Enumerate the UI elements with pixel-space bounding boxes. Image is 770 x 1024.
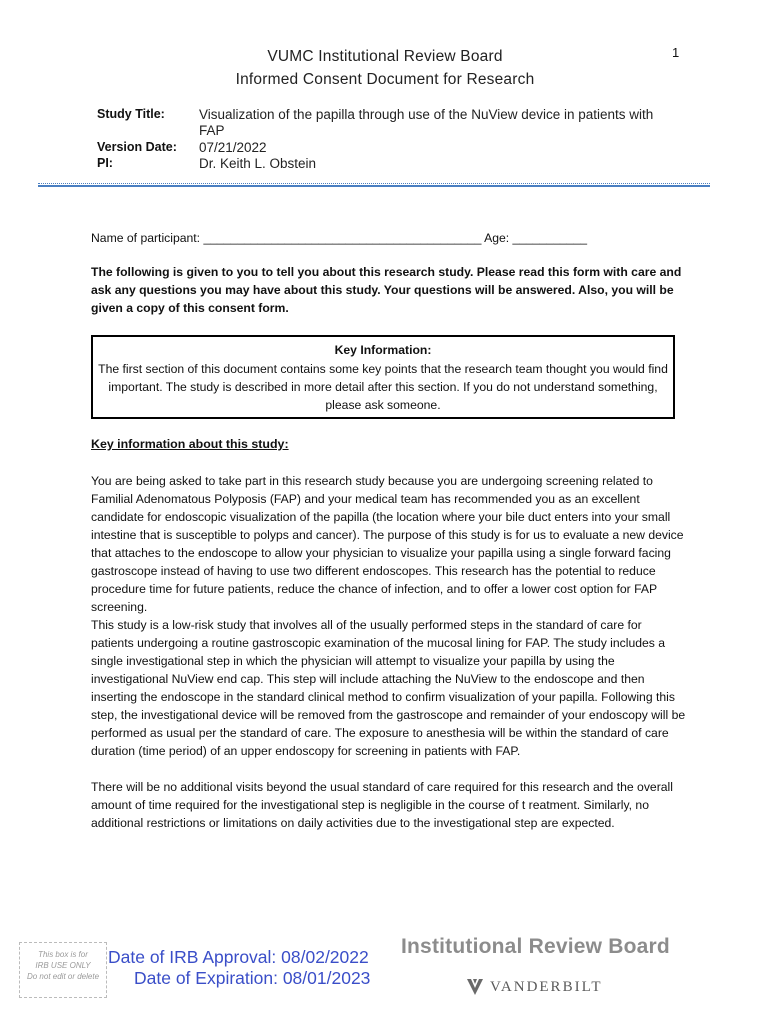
- vanderbilt-v-oak-icon: [466, 977, 484, 997]
- study-title-line1: Visualization of the papilla through use of the NuView device in patients with: [199, 107, 654, 122]
- irb-box-line1: This box is for: [38, 950, 88, 959]
- header-institution: VUMC Institutional Review Board: [267, 48, 503, 65]
- irb-title: Institutional Review Board: [401, 935, 670, 958]
- participant-name-age-line: Name of participant: _________________________________________ Age: ___________: [91, 231, 588, 245]
- vanderbilt-logo: [466, 977, 603, 997]
- version-date-value: 07/21/2022: [199, 140, 267, 155]
- pi-name: Dr. Keith L. Obstein: [199, 156, 317, 171]
- key-info-heading: Key information about this study:: [91, 437, 289, 451]
- header-document-type: Informed Consent Document for Research: [235, 71, 535, 88]
- irb-box-line2: IRB USE ONLY: [35, 961, 91, 970]
- irb-expiration-date: Date of Expiration: 08/01/2023: [134, 968, 371, 988]
- study-title-label: Study Title:: [97, 107, 165, 121]
- key-info-paragraph-2: This study is a low-risk study that involves all of the usually performed steps in the standard of care for patients undergoing a routine gastroscopic examination of the mucosal lining for FAP. The study includes a single investigational step in which the physician will attempt to visualize your papilla by using the investigational NuView end cap. This step will include attaching the NuView to the endoscope and then inserting the endoscope in the standard clinical method to confirm visualization of your papilla. Following this step, the investigational device will be removed from the gastroscope and remainder of your endoscopy will be performed as usual per the standard of care. The exposure to anesthesia will be within the standard of care duration (time period) of an upper endoscopy for screening in patients with FAP.: [91, 618, 686, 758]
- key-information-box: [91, 335, 675, 419]
- irb-approval-date: Date of IRB Approval: 08/02/2022: [108, 947, 369, 967]
- key-information-body: The first section of this document contains some key points that the research team thought you would find important. The study is described in more detail after this section. If you do not understand something, please ask someone.: [98, 362, 668, 412]
- vanderbilt-logo-text: VANDERBILT: [490, 978, 603, 995]
- version-date-label: Version Date:: [97, 140, 177, 154]
- intro-paragraph: The following is given to you to tell you about this research study. Please read this form with care and ask any questions you may have about this study. Your questions will be answered. Also, you will be given a copy of this consent form.: [91, 265, 682, 315]
- key-info-content: [91, 472, 687, 832]
- key-info-paragraph-1: You are being asked to take part in this research study because you are undergoing screening related to Familial Adenomatous Polyposis (FAP) and your medical team has recommended you as an excellent candidate for endoscopic visualization of the papilla (the location where your bile duct enters into your small intestine that is susceptible to polyps and cancer). The purpose of this study is for us to evaluate a new device that attaches to the endoscope to allow your physician to visualize your papilla using a single forward facing gastroscope instead of having to use two different endoscopes. This research has the potential to reduce procedure time for future patients, reduce the chance of infection, and to offer a lower cost option for FAP screening.: [91, 474, 684, 614]
- key-information-title: Key Information:: [334, 343, 432, 357]
- page-number: 1: [672, 45, 680, 60]
- irb-box-line3: Do not edit or delete: [26, 972, 100, 981]
- study-title-line2: FAP: [199, 123, 225, 138]
- pi-label: PI:: [97, 156, 113, 170]
- header-divider-dotted: [38, 183, 710, 184]
- irb-use-only-box: [19, 942, 107, 998]
- key-info-paragraph-3: There will be no additional visits beyond the usual standard of care required for this research and the overall amount of time required for the investigational step is negligible in the course of t reatment. Similarly, no additional restrictions or limitations on daily activities due to the investigational step are expected.: [91, 780, 673, 830]
- header-divider: [38, 185, 710, 187]
